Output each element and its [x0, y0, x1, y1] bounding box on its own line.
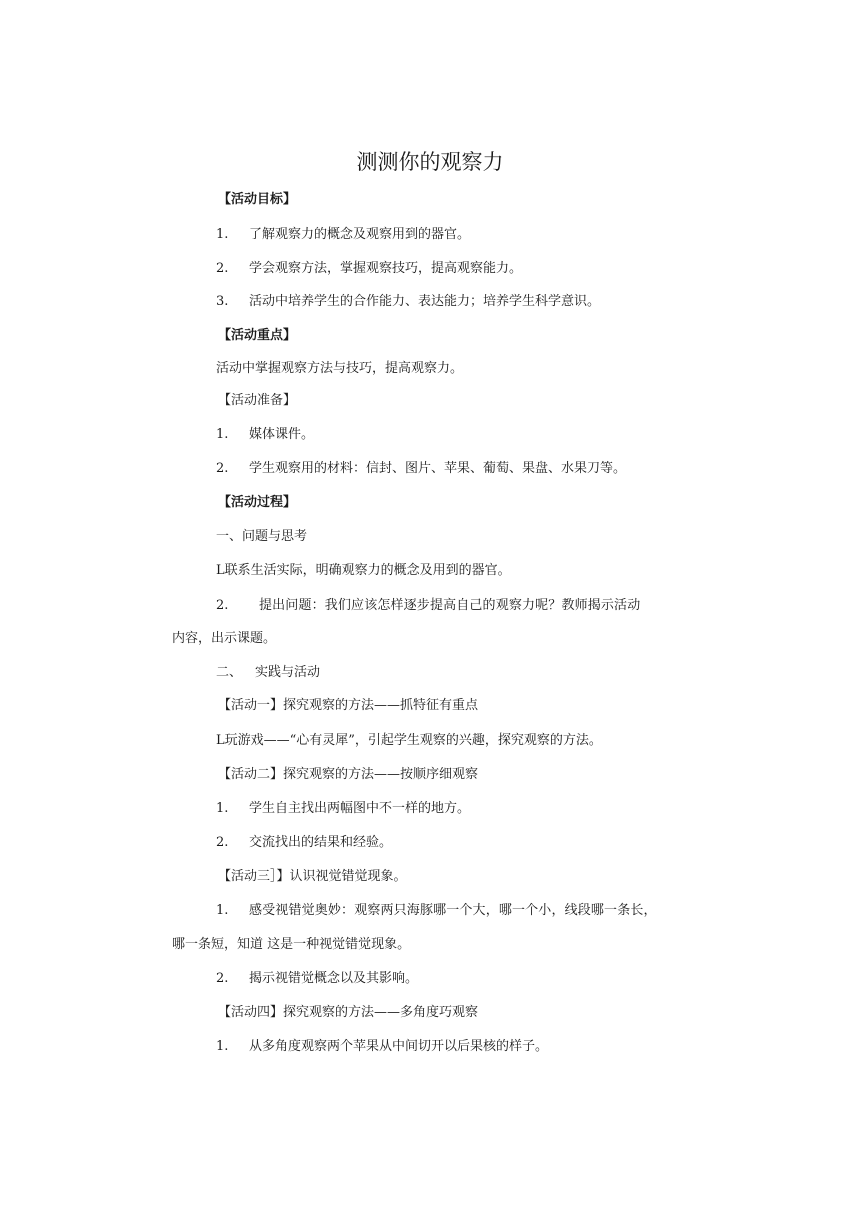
prep-2-text: 学生观察用的材料：信封、图片、苹果、葡萄、果盘、水果刀等。 [249, 461, 627, 476]
activity-3-heading: 【活动三］】认识视觉错觉现象。 [218, 869, 407, 884]
part1-heading: 一、问题与思考 [216, 529, 308, 544]
focus-text: 活动中掌握观察方法与技巧，提高观察力。 [216, 361, 464, 376]
document-title: 测测你的观察力 [356, 150, 504, 174]
activity-3-item-1-number: 1. [216, 903, 229, 918]
part2-heading-number: 二、 [216, 665, 243, 680]
part1-item-2-line-1: 提出问题：我们应该怎样逐步提高自己的观察力呢？教师揭示活动 [259, 598, 641, 613]
activity-2-item-1-text: 学生自主找出两幅图中不一样的地方。 [249, 801, 471, 816]
prep-1-text: 媒体课件。 [249, 427, 315, 442]
activity-2-item-2-text: 交流找出的结果和经验。 [249, 835, 393, 850]
process-heading: 【活动过程】 [218, 495, 297, 510]
part2-heading-text: 实践与活动 [255, 665, 321, 680]
part1-item-1: L联系生活实际，明确观察力的概念及用到的器官。 [216, 563, 511, 578]
prep-2-number: 2. [216, 461, 229, 476]
activity-3-item-1-line-2: 哪一条短，知道 这是一种视觉错觉现象。 [172, 937, 411, 952]
goal-2-number: 2. [216, 261, 229, 276]
prep-1-number: 1. [216, 427, 229, 442]
part1-item-2-number: 2. [216, 598, 229, 613]
activity-3-item-2-number: 2. [216, 971, 229, 986]
activity-2-item-1-number: 1. [216, 801, 229, 816]
activity-4-item-1-number: 1. [216, 1039, 229, 1054]
goal-1-text: 了解观察力的概念及观察用到的器官。 [249, 227, 471, 242]
goal-2-text: 学会观察方法，掌握观察技巧，提高观察能力。 [249, 261, 523, 276]
activity-2-heading: 【活动二】探究观察的方法——按顺序细观察 [218, 767, 479, 782]
activity-4-heading: 【活动四】探究观察的方法——多角度巧观察 [218, 1005, 479, 1020]
activity-1-heading: 【活动一】探究观察的方法——抓特征有重点 [218, 698, 479, 713]
activity-2-item-2-number: 2. [216, 835, 229, 850]
part1-item-2-line-2: 内容，出示课题。 [172, 631, 277, 646]
activity-3-item-2-text: 揭示视错觉概念以及其影响。 [249, 971, 419, 986]
goal-3-number: 3. [216, 294, 229, 309]
focus-heading: 【活动重点】 [218, 328, 297, 343]
prep-heading: 【活动准备】 [218, 393, 297, 408]
activity-1-item-1: L玩游戏——“心有灵犀”，引起学生观察的兴趣，探究观察的方法。 [216, 733, 602, 748]
goal-3-text: 活动中培养学生的合作能力、表达能力；培养学生科学意识。 [249, 294, 601, 309]
activity-4-item-1-text: 从多角度观察两个苹果从中间切开以后果核的样子。 [249, 1039, 549, 1054]
goal-1-number: 1. [216, 227, 229, 242]
activity-3-item-1-line-1: 感受视错觉奥妙：观察两只海豚哪一个大，哪一个小，线段哪一条长， [249, 903, 657, 918]
goal-heading: 【活动目标】 [218, 192, 297, 207]
